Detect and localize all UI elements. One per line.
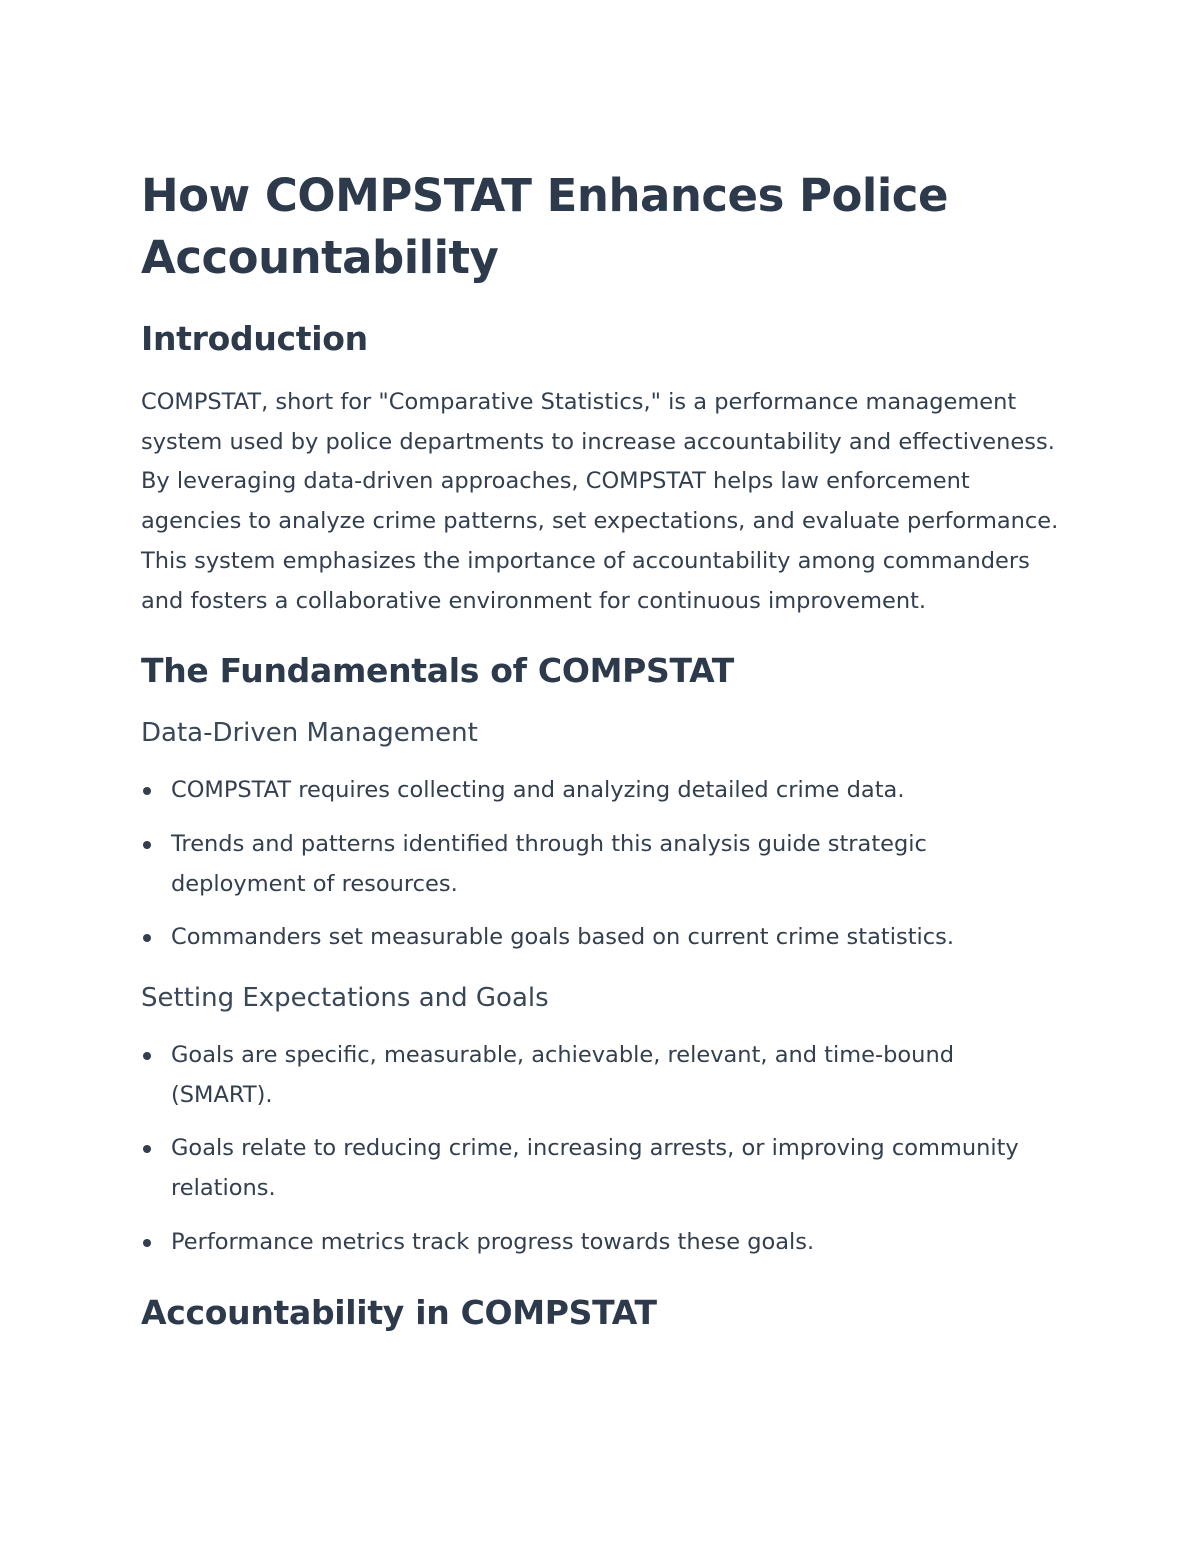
section-heading-fundamentals: The Fundamentals of COMPSTAT xyxy=(141,651,735,691)
subsection-heading-expectations: Setting Expectations and Goals xyxy=(141,983,549,1014)
list-item-text: Commanders set measurable goals based on current crime statistics. xyxy=(171,924,955,951)
bullet-icon xyxy=(143,787,151,795)
bullet-icon xyxy=(143,1145,151,1153)
list-item-text: Goals relate to reducing crime, increasing arrests, or improving community relations. xyxy=(171,1135,1019,1202)
section-heading-introduction: Introduction xyxy=(141,319,368,358)
list-item xyxy=(141,1036,1061,1115)
bullet-icon xyxy=(143,841,151,849)
list-item xyxy=(141,1129,1061,1208)
document-title: How COMPSTAT Enhances Police Accountability xyxy=(141,169,948,284)
expectations-list xyxy=(141,1036,1061,1263)
bullet-icon xyxy=(143,1052,151,1060)
list-item-text: Goals are specific, measurable, achievable, relevant, and time-bound (SMART). xyxy=(171,1042,954,1108)
list-item xyxy=(141,771,1061,811)
list-item-text: COMPSTAT requires collecting and analyzing detailed crime data. xyxy=(171,777,905,804)
bullet-icon xyxy=(143,934,151,942)
list-item xyxy=(141,918,1061,958)
list-item-text: Trends and patterns identified through this analysis guide strategic deployment of resources. xyxy=(171,830,927,897)
introduction-paragraph: COMPSTAT, short for "Comparative Statistics," is a performance management system used by police departments to increase accountability and effectiveness. By leveraging data-driven approaches, COMPSTAT helps law enforcement agencies to analyze crime patterns, set expectations, and evaluate performance. This system emphasizes the importance of accountability among commanders and fosters a collaborative environment for continuous improvement. xyxy=(141,389,1059,614)
list-item xyxy=(141,825,1061,904)
document-page xyxy=(141,165,1061,1335)
list-item xyxy=(141,1223,1061,1263)
data-driven-list xyxy=(141,771,1061,958)
section-heading-accountability: Accountability in COMPSTAT xyxy=(141,1292,657,1332)
list-item-text: Performance metrics track progress towards these goals. xyxy=(171,1228,815,1255)
bullet-icon xyxy=(143,1239,151,1247)
subsection-heading-data-driven: Data-Driven Management xyxy=(141,718,478,749)
